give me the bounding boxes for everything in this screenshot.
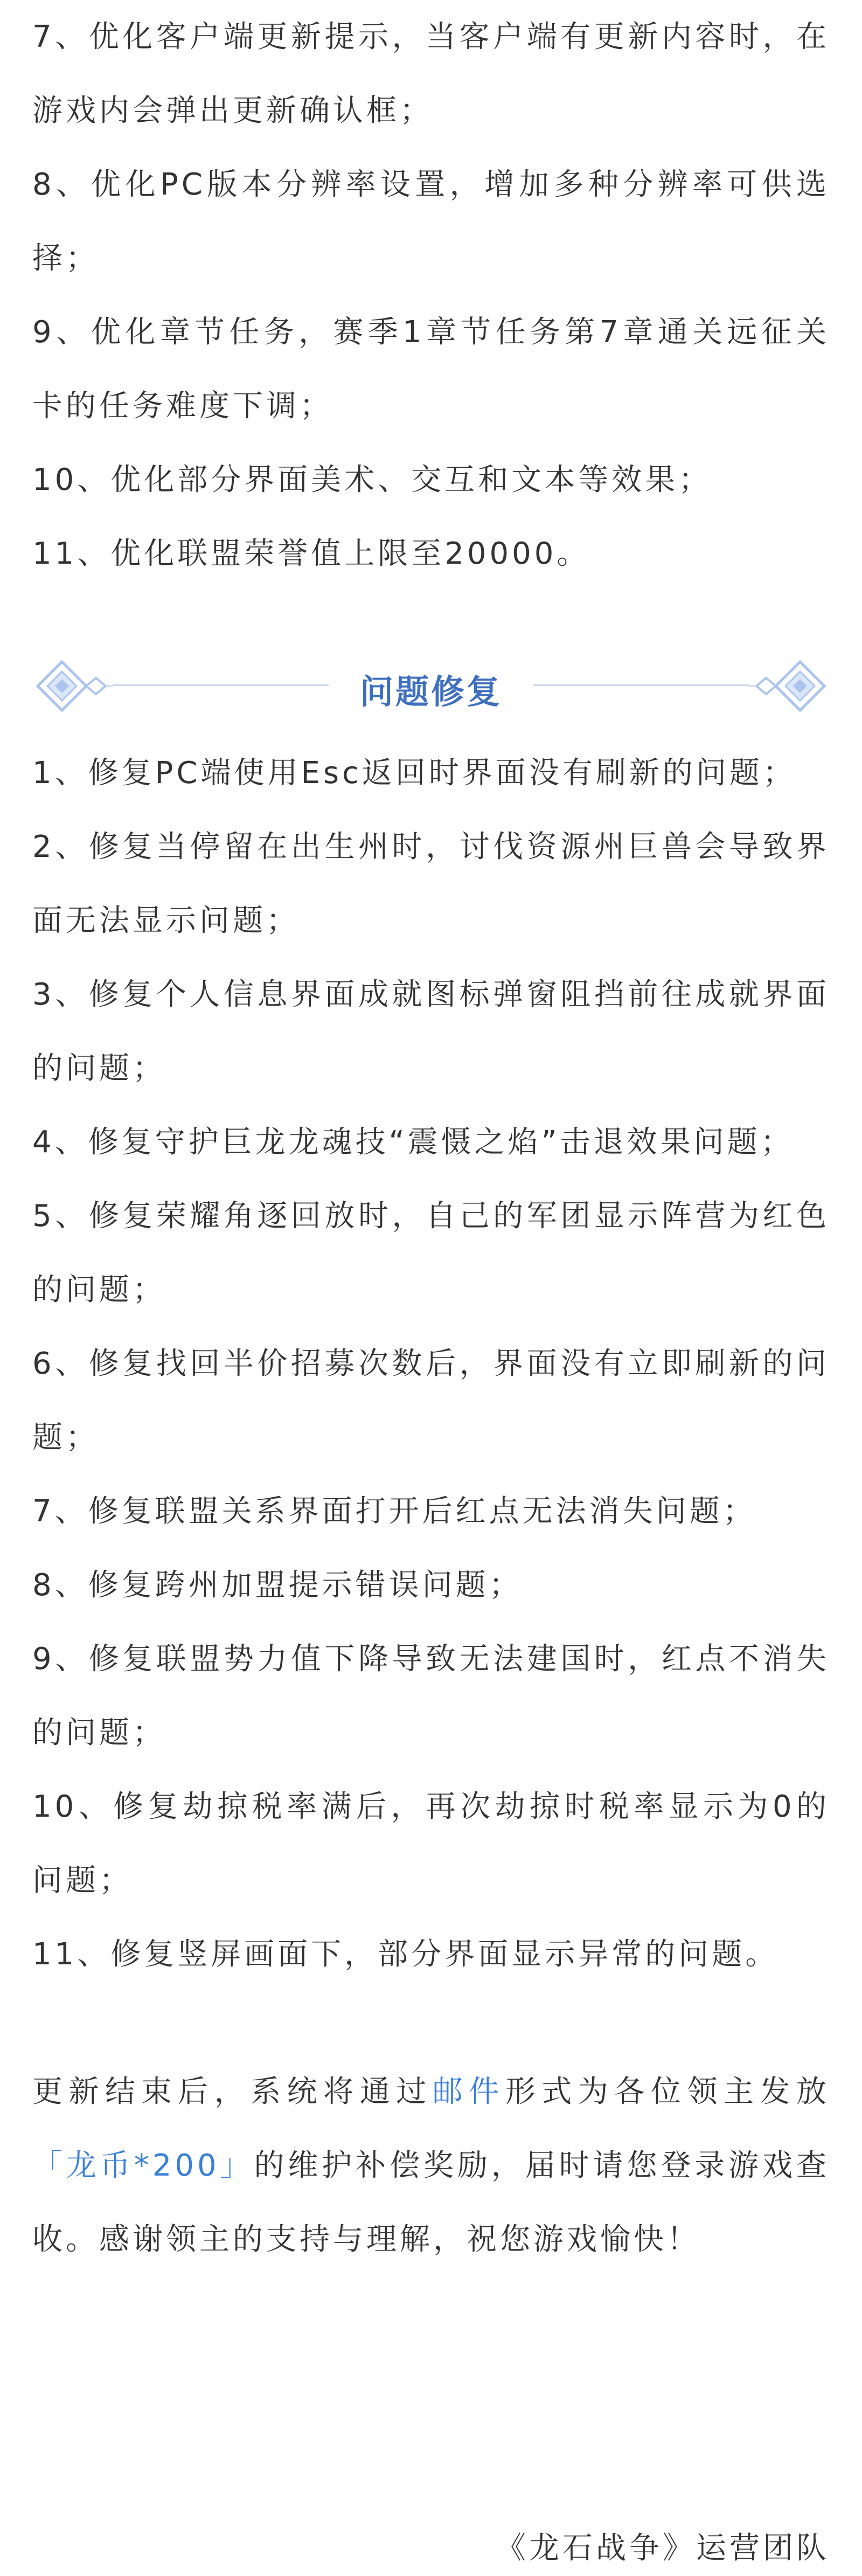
list-item: 9、优化章节任务，赛季1章节任务第7章通关远征关卡的任务难度下调； (32, 315, 830, 424)
closing-text: 更新结束后，系统将通过 (32, 2074, 433, 2109)
spacer (32, 1991, 830, 2055)
list-item: 10、优化部分界面美术、交互和文本等效果； (32, 462, 712, 497)
list-item: 11、修复竖屏画面下，部分界面显示异常的问题。 (32, 1937, 779, 1972)
list-item: 1、修复PC端使用Esc返回时界面没有刷新的问题； (32, 756, 796, 791)
list-item: 6、修复找回半价招募次数后，界面没有立即刷新的问题； (32, 1346, 830, 1455)
list-item: 7、优化客户端更新提示，当客户端有更新内容时，在游戏内会弹出更新确认框； (32, 19, 830, 128)
mail-highlight: 邮件 (432, 2074, 505, 2109)
section-title: 问题修复 (359, 672, 502, 711)
reward-highlight: 「龙币*200」 (32, 2148, 254, 2183)
list-item: 3、修复个人信息界面成就图标弹窗阻挡前往成就界面的问题； (32, 977, 830, 1086)
closing-text: 的维护补偿奖励，届时请您登录游戏查收。感谢领主的支持与理解，祝您游戏愉快！ (32, 2148, 830, 2257)
fix-list (32, 736, 830, 1991)
optimization-list (32, 0, 830, 591)
signature: 《龙石战争》运营团队 (496, 2531, 830, 2566)
divider-line (533, 684, 749, 686)
list-item: 7、修复联盟关系界面打开后红点无法消失问题； (32, 1494, 756, 1529)
list-item: 9、修复联盟势力值下降导致无法建国时，红点不消失的问题； (32, 1642, 830, 1750)
closing-paragraph (32, 2055, 830, 2276)
diamond-ornament-icon (749, 656, 830, 716)
section-header-bug-fixes (32, 651, 830, 721)
list-item: 4、修复守护巨龙龙魂技“震慑之焰”击退效果问题； (32, 1125, 794, 1160)
list-item: 10、修复劫掠税率满后，再次劫掠时税率显示为0的问题； (32, 1789, 830, 1898)
list-item: 8、优化PC版本分辨率设置，增加多种分辨率可供选择； (32, 167, 830, 276)
list-item: 2、修复当停留在出生州时，讨伐资源州巨兽会导致界面无法显示问题； (32, 829, 830, 938)
list-item: 5、修复荣耀角逐回放时，自己的军团显示阵营为红色的问题； (32, 1199, 830, 1307)
closing-text: 形式为各位领主发放 (505, 2074, 830, 2109)
list-item: 8、修复跨州加盟提示错误问题； (32, 1568, 523, 1603)
list-item: 11、优化联盟荣誉值上限至20000。 (32, 536, 590, 571)
